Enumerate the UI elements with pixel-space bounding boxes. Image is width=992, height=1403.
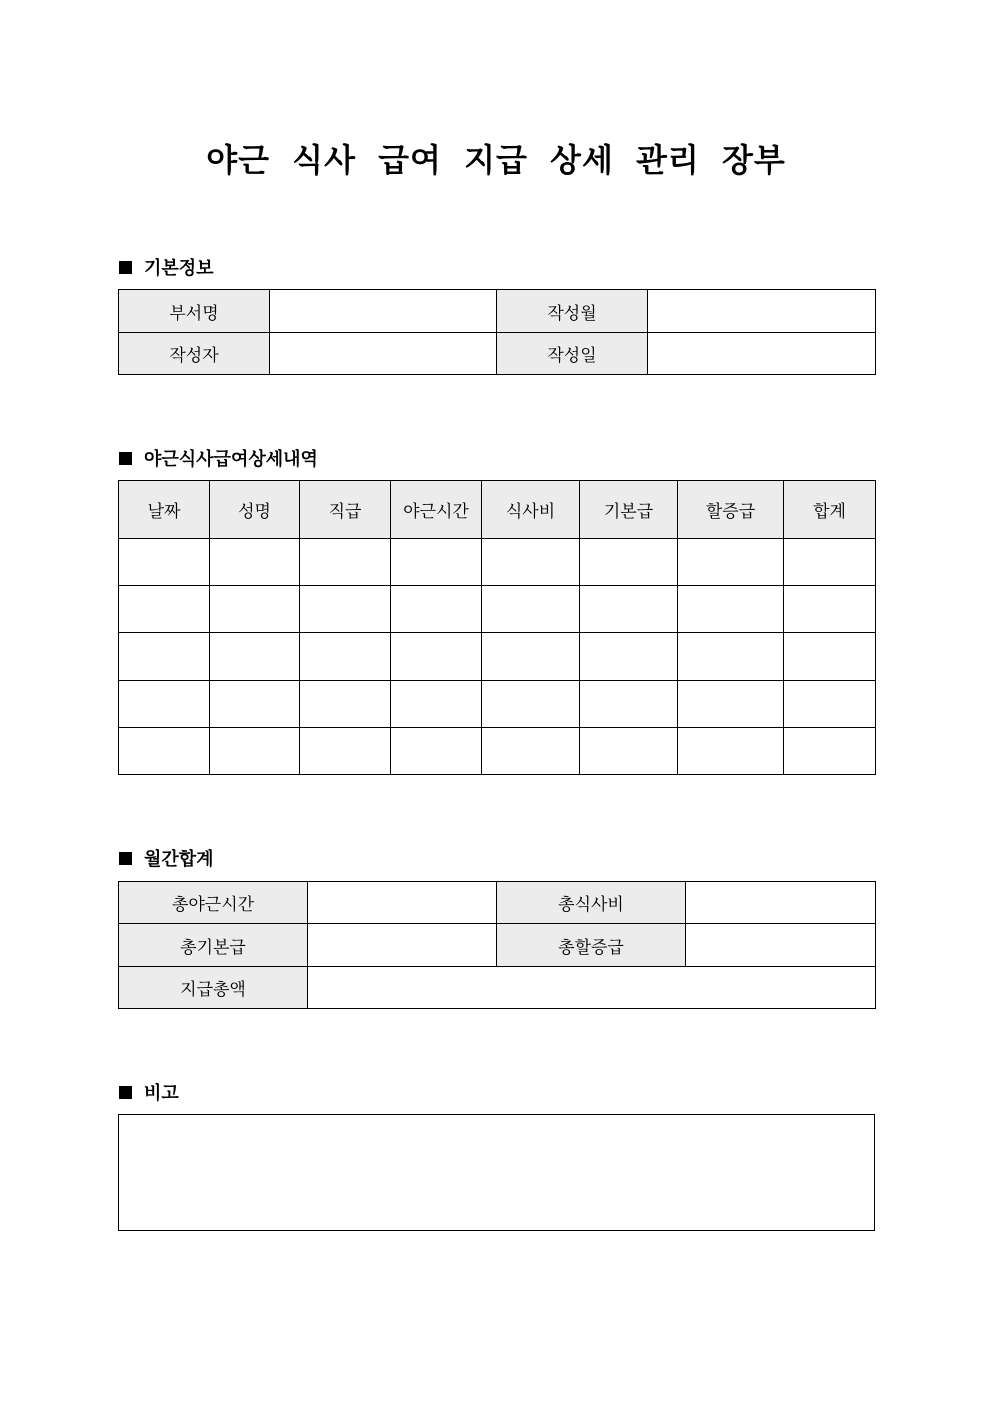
author-label: 작성자 xyxy=(119,333,270,375)
table-row xyxy=(119,681,876,728)
table-cell[interactable] xyxy=(210,728,300,775)
date-label: 작성일 xyxy=(497,333,648,375)
table-row xyxy=(119,633,876,681)
table-row xyxy=(119,586,876,633)
square-bullet-icon xyxy=(119,852,132,865)
monthly-row xyxy=(119,967,876,1009)
column-header: 야근시간 xyxy=(391,481,482,539)
table-cell[interactable] xyxy=(482,633,580,681)
table-cell[interactable] xyxy=(784,728,876,775)
table-cell[interactable] xyxy=(119,586,210,633)
table-cell[interactable] xyxy=(119,728,210,775)
table-cell[interactable] xyxy=(678,586,784,633)
table-cell[interactable] xyxy=(391,539,482,586)
column-header: 성명 xyxy=(210,481,300,539)
table-cell[interactable] xyxy=(784,586,876,633)
table-cell[interactable] xyxy=(580,728,678,775)
table-cell[interactable] xyxy=(678,681,784,728)
table-cell[interactable] xyxy=(678,633,784,681)
table-cell[interactable] xyxy=(784,633,876,681)
details-table xyxy=(118,480,876,775)
table-cell[interactable] xyxy=(784,681,876,728)
column-header: 합계 xyxy=(784,481,876,539)
basic-info-heading-label: 기본정보 xyxy=(144,258,214,279)
month-field[interactable] xyxy=(648,290,876,333)
monthly-table xyxy=(118,881,876,1009)
table-cell[interactable] xyxy=(678,728,784,775)
basic-info-heading xyxy=(119,254,214,280)
table-cell[interactable] xyxy=(580,586,678,633)
remarks-heading-label: 비고 xyxy=(144,1083,179,1104)
grand-total-label: 지급총액 xyxy=(119,967,308,1009)
total-base-field[interactable] xyxy=(308,924,497,967)
table-cell[interactable] xyxy=(300,633,391,681)
table-cell[interactable] xyxy=(580,681,678,728)
square-bullet-icon xyxy=(119,1086,132,1099)
table-row xyxy=(119,728,876,775)
column-header: 직급 xyxy=(300,481,391,539)
date-field[interactable] xyxy=(648,333,876,375)
table-cell[interactable] xyxy=(482,539,580,586)
details-header-row xyxy=(119,481,876,539)
table-cell[interactable] xyxy=(300,586,391,633)
total-meal-field[interactable] xyxy=(686,882,876,924)
total-premium-label: 총할증급 xyxy=(497,924,686,967)
monthly-heading xyxy=(119,845,214,871)
table-cell[interactable] xyxy=(210,681,300,728)
table-cell[interactable] xyxy=(784,539,876,586)
month-label: 작성월 xyxy=(497,290,648,333)
grand-total-field[interactable] xyxy=(308,967,876,1009)
column-header: 식사비 xyxy=(482,481,580,539)
table-cell[interactable] xyxy=(300,681,391,728)
department-field[interactable] xyxy=(270,290,497,333)
monthly-row xyxy=(119,924,876,967)
details-heading-label: 야근식사급여상세내역 xyxy=(144,449,318,470)
square-bullet-icon xyxy=(119,452,132,465)
total-premium-field[interactable] xyxy=(686,924,876,967)
table-cell[interactable] xyxy=(119,681,210,728)
table-cell[interactable] xyxy=(210,586,300,633)
page-title: 야근 식사 급여 지급 상세 관리 장부 xyxy=(206,141,786,179)
table-cell[interactable] xyxy=(210,539,300,586)
table-cell[interactable] xyxy=(119,633,210,681)
table-cell[interactable] xyxy=(300,539,391,586)
table-cell[interactable] xyxy=(391,728,482,775)
remarks-box[interactable] xyxy=(118,1114,875,1231)
author-field[interactable] xyxy=(270,333,497,375)
table-cell[interactable] xyxy=(482,586,580,633)
table-cell[interactable] xyxy=(580,539,678,586)
monthly-heading-label: 월간합계 xyxy=(144,849,214,870)
basic-info-row xyxy=(119,333,876,375)
table-cell[interactable] xyxy=(678,539,784,586)
basic-info-row xyxy=(119,290,876,333)
total-overtime-label: 총야근시간 xyxy=(119,882,308,924)
department-label: 부서명 xyxy=(119,290,270,333)
details-heading xyxy=(119,445,318,471)
total-base-label: 총기본급 xyxy=(119,924,308,967)
table-cell[interactable] xyxy=(391,681,482,728)
table-cell[interactable] xyxy=(391,586,482,633)
table-cell[interactable] xyxy=(300,728,391,775)
remarks-heading xyxy=(119,1079,179,1105)
square-bullet-icon xyxy=(119,261,132,274)
total-meal-label: 총식사비 xyxy=(497,882,686,924)
table-cell[interactable] xyxy=(482,681,580,728)
table-row xyxy=(119,539,876,586)
column-header: 기본급 xyxy=(580,481,678,539)
column-header: 할증급 xyxy=(678,481,784,539)
table-cell[interactable] xyxy=(580,633,678,681)
table-cell[interactable] xyxy=(210,633,300,681)
table-cell[interactable] xyxy=(482,728,580,775)
total-overtime-field[interactable] xyxy=(308,882,497,924)
table-cell[interactable] xyxy=(391,633,482,681)
basic-info-table xyxy=(118,289,876,375)
column-header: 날짜 xyxy=(119,481,210,539)
table-cell[interactable] xyxy=(119,539,210,586)
monthly-row xyxy=(119,882,876,924)
